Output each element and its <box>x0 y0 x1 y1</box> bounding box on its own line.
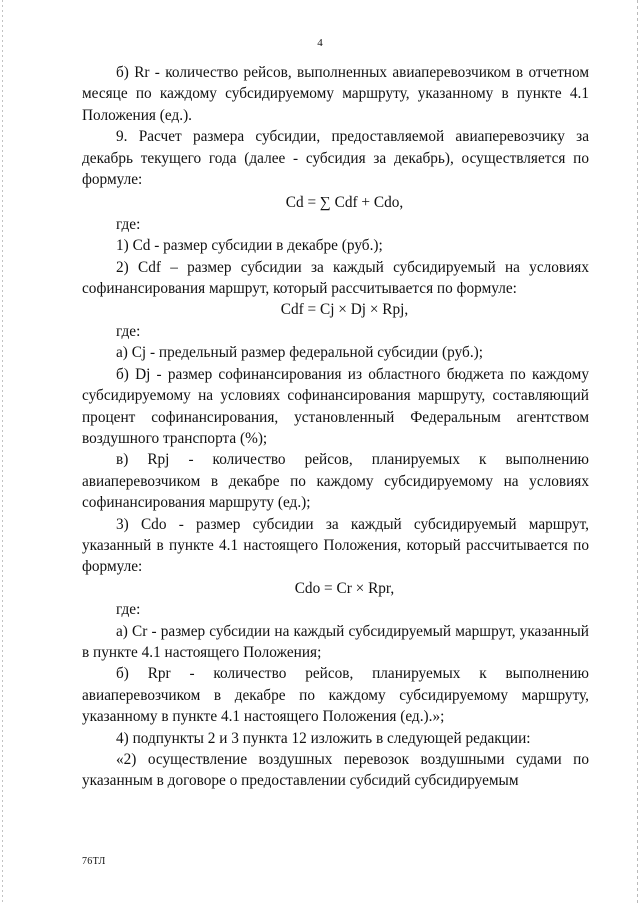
paragraph-rpj-definition: в) Rpj - количество рейсов, планируемых к выполнению авиаперевозчиком в декабре по каждому субсидируемому на условиях софинансирования маршруту (ед.); <box>82 451 589 512</box>
page-number: 4 <box>317 37 323 49</box>
paragraph-cdf-definition: 2) Cdf – размер субсидии за каждый субсидируемый на условиях софинансирования маршрут, который рассчитывается по формуле: <box>82 258 589 298</box>
formula-cdf: Cdf = Cj × Dj × Rpj, <box>280 301 409 319</box>
scan-edge-right <box>637 0 638 905</box>
paragraph-cr-definition: а) Cr - размер субсидии на каждый субсидируемый маршрут, указанный в пункте 4.1 настоящего Положения; <box>82 622 589 661</box>
footer-document-code: 76ТЛ <box>82 856 106 867</box>
where-label: где: <box>116 215 141 233</box>
where-label: где: <box>116 322 141 340</box>
document-body <box>82 62 589 792</box>
paragraph-cdo-definition: 3) Cdo - размер субсидии за каждый субсидируемый маршрут, указанный в пункте 4.1 настоящего Положения, который рассчитывается по формуле: <box>82 515 589 576</box>
paragraph-2-quoted: «2) осуществление воздушных перевозок воздушными судами по указанным в договоре о предоставлении субсидий субсидируемым <box>82 751 589 790</box>
paragraph-9-december-subsidy: 9. Расчет размера субсидии, предоставляемой авиаперевозчику за декабрь текущего года (далее - субсидия за декабрь), осуществляется по формуле: <box>82 128 589 189</box>
paragraph-dj-definition: б) Dj - размер софинансирования из областного бюджета по каждому субсидируемому на условиях софинансирования маршруту, составляющий процент софинансирования, установленный Федеральным агентством воздушного транспорта (%); <box>82 365 589 447</box>
paragraph-cj-definition: а) Cj - предельный размер федеральной субсидии (руб.); <box>116 344 483 362</box>
paragraph-rpr-definition: б) Rpr - количество рейсов, планируемых к выполнению авиаперевозчиком в декабре по каждому субсидируемому маршруту, указанному в пункте 4.1 настоящего Положения (ед.).»; <box>82 665 589 726</box>
paragraph-cd-definition: 1) Cd - размер субсидии в декабре (руб.); <box>116 237 383 255</box>
where-label: где: <box>116 601 141 619</box>
formula-cdo: Cdo = Cr × Rpr, <box>294 579 395 597</box>
scan-edge-left <box>2 0 3 905</box>
formula-cd: Cd = ∑ Cdf + Cdo, <box>285 194 404 212</box>
paragraph-4-amendment: 4) подпункты 2 и 3 пункта 12 изложить в следующей редакции: <box>116 729 531 747</box>
paragraph-rr-definition: б) Rr - количество рейсов, выполненных авиаперевозчиком в отчетном месяце по каждому субсидируемому маршруту, указанному в пункте 4.1 Положения (ед.). <box>82 64 589 124</box>
